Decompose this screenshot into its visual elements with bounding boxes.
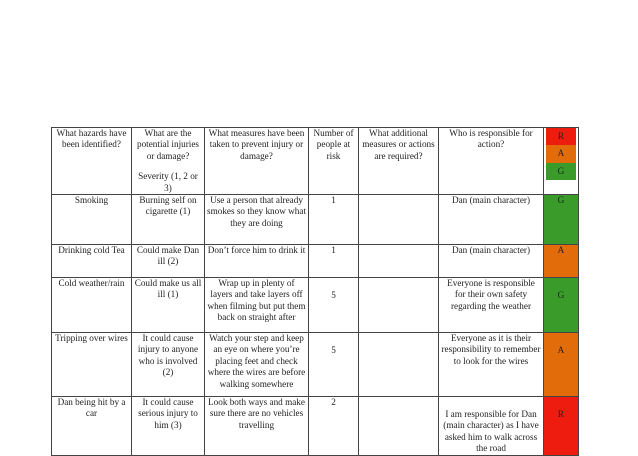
responsible-cell: Dan (main character) xyxy=(439,195,544,245)
measures-cell: Watch your step and keep an eye on where you’re placing feet and check where the wires are before walking somewhere xyxy=(205,333,309,397)
injury-cell: Could make us all ill (1) xyxy=(132,278,205,333)
people-cell: 1 xyxy=(309,245,359,278)
hazard-cell: Drinking cold Tea xyxy=(52,245,132,278)
table-row xyxy=(52,278,579,333)
additional-cell xyxy=(359,278,439,333)
responsible-cell: I am responsible for Dan (main character) as I have asked him to walk across the road xyxy=(439,397,544,456)
additional-cell xyxy=(359,195,439,245)
measures-cell: Don’t force him to drink it xyxy=(205,245,309,278)
measures-cell: Use a person that already smokes so they know what they are doing xyxy=(205,195,309,245)
additional-cell xyxy=(359,397,439,456)
additional-cell xyxy=(359,333,439,397)
risk-assessment-table xyxy=(51,127,579,456)
header-responsible: Who is responsible for action? xyxy=(439,128,544,195)
measures-cell: Look both ways and make sure there are no vehicles travelling xyxy=(205,397,309,456)
rag-amber-key: A xyxy=(546,145,576,162)
responsible-cell: Everyone as it is their responsibility to remember to look for the wires xyxy=(439,333,544,397)
header-severity: Severity (1, 2 or 3) xyxy=(138,171,198,193)
table-row xyxy=(52,397,579,456)
responsible-cell: Dan (main character) xyxy=(439,245,544,278)
hazard-cell: Cold weather/rain xyxy=(52,278,132,333)
rating-cell: G xyxy=(544,278,579,333)
responsible-cell: Everyone is responsible for their own safety regarding the weather xyxy=(439,278,544,333)
rating-cell: A xyxy=(544,245,579,278)
people-cell: 1 xyxy=(309,195,359,245)
people-cell: 2 xyxy=(309,397,359,456)
header-people: Number of people at risk xyxy=(309,128,359,195)
header-injuries xyxy=(132,128,205,195)
measures-cell: Wrap up in plenty of layers and take layers off when filming but put them back on straight after xyxy=(205,278,309,333)
header-row xyxy=(52,128,579,195)
hazard-cell: Tripping over wires xyxy=(52,333,132,397)
rag-red-key: R xyxy=(546,128,576,145)
injury-cell: Burning self on cigarette (1) xyxy=(132,195,205,245)
people-cell: 5 xyxy=(309,333,359,397)
people-cell: 5 xyxy=(309,278,359,333)
injury-cell: It could cause serious injury to him (3) xyxy=(132,397,205,456)
table-row xyxy=(52,333,579,397)
header-injuries-label: What are the potential injuries or damage? xyxy=(136,128,199,161)
hazard-cell: Smoking xyxy=(52,195,132,245)
table-row xyxy=(52,245,579,278)
rag-green-key: G xyxy=(546,163,576,180)
injury-cell: Could make Dan ill (2) xyxy=(132,245,205,278)
header-additional: What additional measures or actions are required? xyxy=(359,128,439,195)
header-hazard: What hazards have been identified? xyxy=(52,128,132,195)
additional-cell xyxy=(359,245,439,278)
hazard-cell: Dan being hit by a car xyxy=(52,397,132,456)
rating-cell: G xyxy=(544,195,579,245)
rating-cell: A xyxy=(544,333,579,397)
table-row xyxy=(52,195,579,245)
header-measures: What measures have been taken to prevent injury or damage? xyxy=(205,128,309,195)
injury-cell: It could cause injury to anyone who is involved (2) xyxy=(132,333,205,397)
header-rag xyxy=(544,128,579,195)
rating-cell: R xyxy=(544,397,579,456)
